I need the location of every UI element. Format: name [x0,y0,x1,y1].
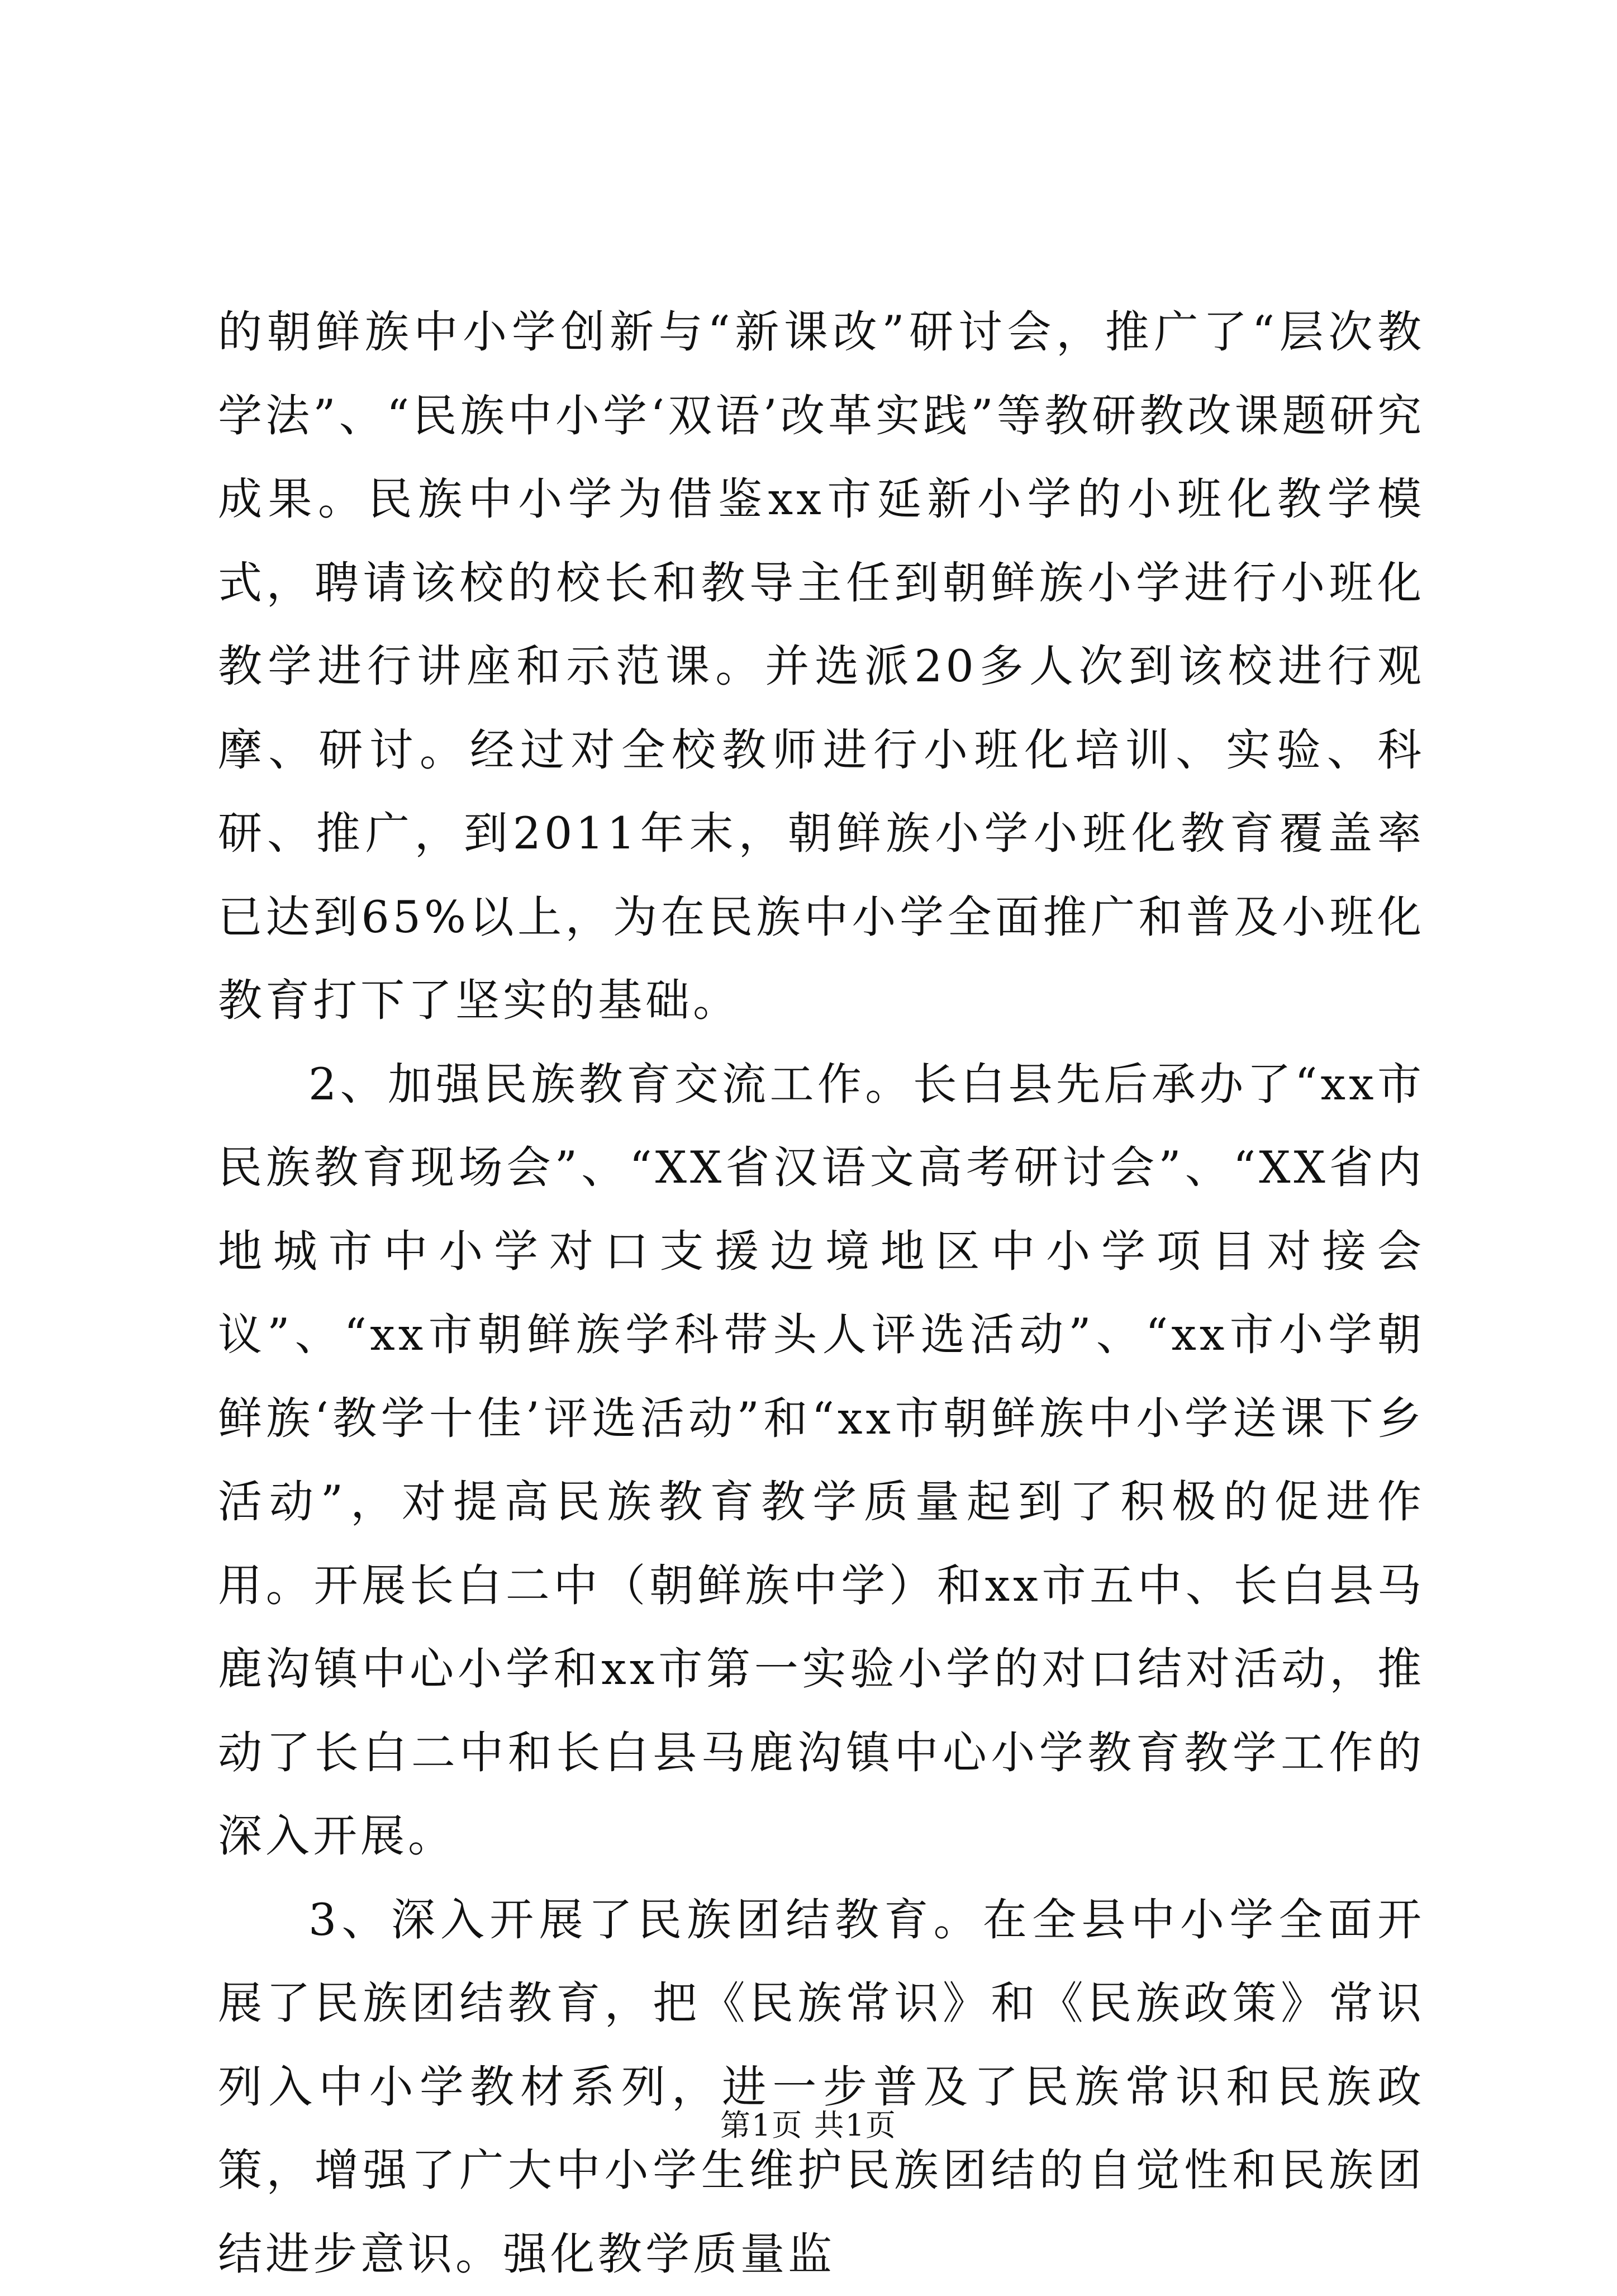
paragraph-ethnic-unity-education: 3、深入开展了民族团结教育。在全县中小学全面开展了民族团结教育，把《民族常识》和《民族政策》常识列入中小学教材系列，进一步普及了民族常识和民族政策，增强了广大中小学生维护民族团结的自觉性和民族团结进步意识。强化教学质量监 [218,1878,1425,2296]
document-body [218,291,1425,2296]
paragraph-continuation: 的朝鲜族中小学创新与“新课改”研讨会，推广了“层次教学法”、“民族中小学‘双语’改革实践”等教研教改课题研究成果。民族中小学为借鉴xx市延新小学的小班化教学模式，聘请该校的校长和教导主任到朝鲜族小学进行小班化教学进行讲座和示范课。并选派20多人次到该校进行观摩、研讨。经过对全校教师进行小班化培训、实验、科研、推广，到2011年末，朝鲜族小学小班化教育覆盖率已达到65%以上，为在民族中小学全面推广和普及小班化教育打下了坚实的基础。 [218,291,1425,1043]
paragraph-ethnic-education-exchange: 2、加强民族教育交流工作。长白县先后承办了“xx市民族教育现场会”、“XX省汉语文高考研讨会”、“XX省内地城市中小学对口支援边境地区中小学项目对接会议”、“xx市朝鲜族学科带头人评选活动”、“xx市小学朝鲜族‘教学十佳’评选活动”和“xx市朝鲜族中小学送课下乡活动”，对提高民族教育教学质量起到了积极的促进作用。开展长白二中（朝鲜族中学）和xx市五中、长白县马鹿沟镇中心小学和xx市第一实验小学的对口结对活动，推动了长白二中和长白县马鹿沟镇中心小学教育教学工作的深入开展。 [218,1043,1425,1878]
page-footer: 第1页 共1页 [0,2101,1617,2145]
